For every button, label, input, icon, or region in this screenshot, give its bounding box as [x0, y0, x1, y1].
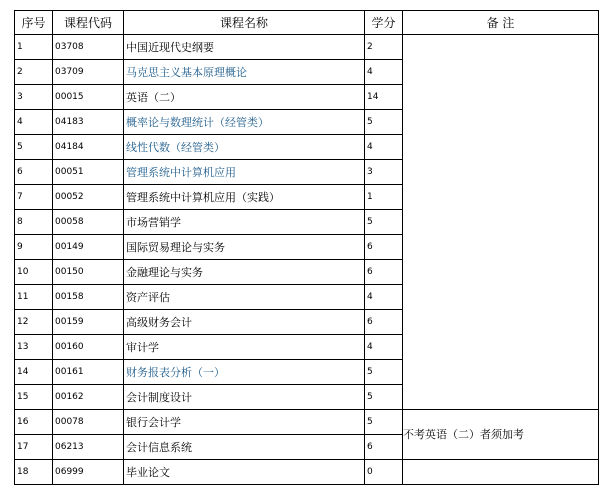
course-credit: 1	[365, 185, 403, 210]
table-body	[15, 35, 599, 485]
course-name: 市场营销学	[124, 210, 365, 235]
course-name-link[interactable]: 财务报表分析（一）	[124, 360, 365, 385]
course-code: 00052	[53, 185, 124, 210]
row-number: 2	[15, 60, 53, 85]
row-number: 5	[15, 135, 53, 160]
header-code: 课程代码	[53, 11, 124, 35]
row-number: 17	[15, 435, 53, 460]
course-credit: 6	[365, 435, 403, 460]
row-number: 10	[15, 260, 53, 285]
course-code: 00015	[53, 85, 124, 110]
course-code: 06999	[53, 460, 124, 485]
row-number: 7	[15, 185, 53, 210]
course-name: 管理系统中计算机应用（实践）	[124, 185, 365, 210]
row-number: 12	[15, 310, 53, 335]
course-code: 00159	[53, 310, 124, 335]
row-number: 11	[15, 285, 53, 310]
course-credit: 6	[365, 235, 403, 260]
row-number: 16	[15, 410, 53, 435]
course-code: 00058	[53, 210, 124, 235]
header-credit: 学分	[365, 11, 403, 35]
course-name: 银行会计学	[124, 410, 365, 435]
course-name-link[interactable]: 概率论与数理统计（经管类）	[124, 110, 365, 135]
course-credit: 5	[365, 385, 403, 410]
course-code: 03709	[53, 60, 124, 85]
course-name: 审计学	[124, 335, 365, 360]
course-name: 毕业论文	[124, 460, 365, 485]
course-credit: 4	[365, 135, 403, 160]
course-code: 03708	[53, 35, 124, 60]
course-code: 00158	[53, 285, 124, 310]
course-name: 会计制度设计	[124, 385, 365, 410]
header-no: 序号	[15, 11, 53, 35]
course-code: 00160	[53, 335, 124, 360]
row-number: 14	[15, 360, 53, 385]
row-number: 6	[15, 160, 53, 185]
note-cell-blank	[403, 460, 599, 485]
course-code: 00150	[53, 260, 124, 285]
course-code: 00149	[53, 235, 124, 260]
course-name: 英语（二）	[124, 85, 365, 110]
course-code: 04184	[53, 135, 124, 160]
table-row	[15, 460, 599, 485]
course-name: 资产评估	[124, 285, 365, 310]
row-number: 8	[15, 210, 53, 235]
header-row	[15, 11, 599, 35]
course-name: 金融理论与实务	[124, 260, 365, 285]
course-name: 高级财务会计	[124, 310, 365, 335]
course-name: 中国近现代史纲要	[124, 35, 365, 60]
course-credit: 6	[365, 310, 403, 335]
course-credit: 4	[365, 60, 403, 85]
course-credit: 14	[365, 85, 403, 110]
table-row	[15, 35, 599, 60]
course-credit: 4	[365, 335, 403, 360]
course-credit: 5	[365, 110, 403, 135]
course-code: 06213	[53, 435, 124, 460]
course-name-link[interactable]: 管理系统中计算机应用	[124, 160, 365, 185]
row-number: 4	[15, 110, 53, 135]
course-table-container	[14, 10, 599, 485]
course-credit: 5	[365, 410, 403, 435]
row-number: 3	[15, 85, 53, 110]
course-credit: 5	[365, 360, 403, 385]
row-number: 15	[15, 385, 53, 410]
course-code: 00051	[53, 160, 124, 185]
course-credit: 3	[365, 160, 403, 185]
course-credit: 0	[365, 460, 403, 485]
course-name-link[interactable]: 马克思主义基本原理概论	[124, 60, 365, 85]
course-table	[14, 10, 599, 485]
row-number: 18	[15, 460, 53, 485]
course-credit: 6	[365, 260, 403, 285]
note-cell-empty	[403, 35, 599, 410]
table-row	[15, 410, 599, 435]
course-credit: 4	[365, 285, 403, 310]
header-note: 备 注	[403, 11, 599, 35]
course-name-link[interactable]: 线性代数（经管类）	[124, 135, 365, 160]
course-code: 00161	[53, 360, 124, 385]
course-name: 会计信息系统	[124, 435, 365, 460]
course-code: 00162	[53, 385, 124, 410]
row-number: 9	[15, 235, 53, 260]
course-code: 04183	[53, 110, 124, 135]
note-cell-english-requirement: 不考英语（二）者须加考	[403, 410, 599, 460]
course-code: 00078	[53, 410, 124, 435]
row-number: 1	[15, 35, 53, 60]
course-credit: 2	[365, 35, 403, 60]
row-number: 13	[15, 335, 53, 360]
header-name: 课程名称	[124, 11, 365, 35]
course-credit: 5	[365, 210, 403, 235]
course-name: 国际贸易理论与实务	[124, 235, 365, 260]
